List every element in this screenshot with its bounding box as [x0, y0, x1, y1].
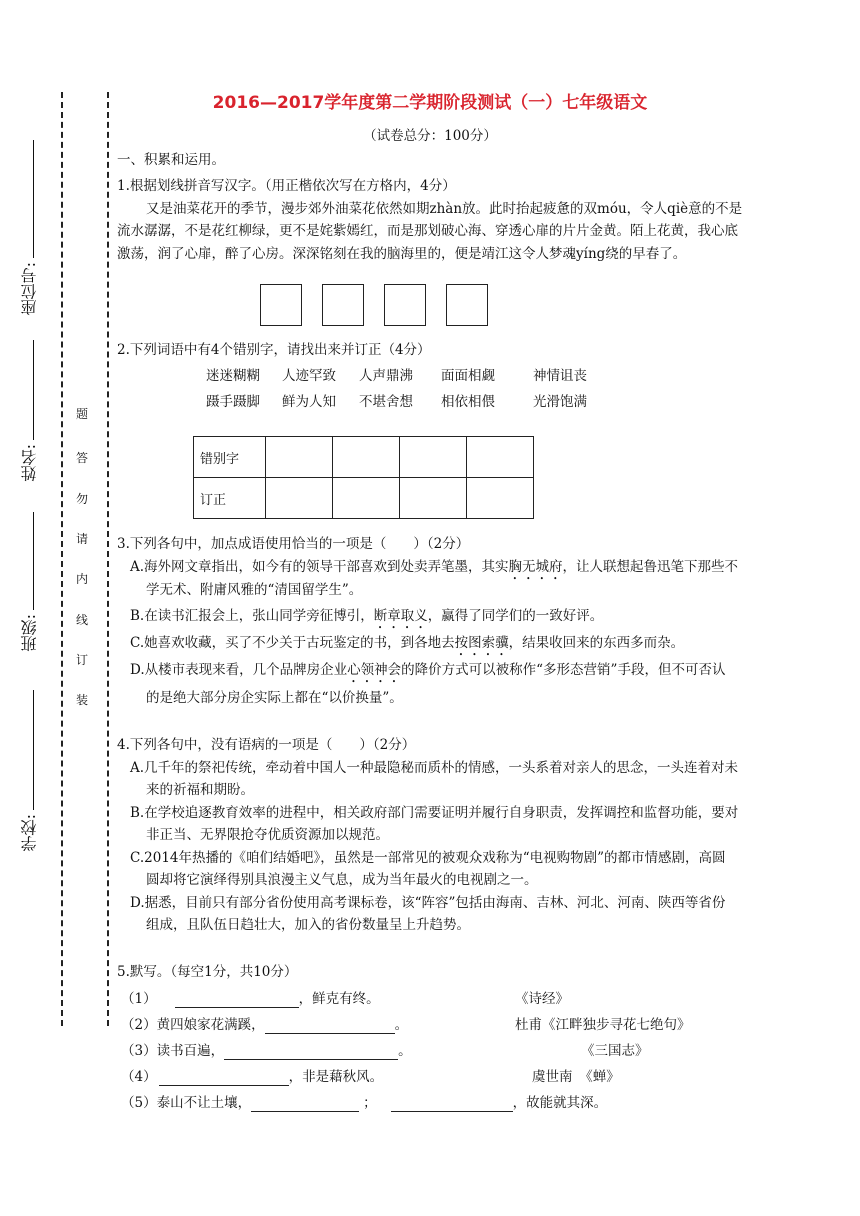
q5-item-4	[121, 1068, 383, 1086]
q1-passage-line: 激荡，润了心扉，醉了心房。深深铭刻在我的脑海里的，便是靖江这令人梦魂yíng绕的早春了。	[117, 246, 687, 262]
table-cell[interactable]	[400, 437, 467, 478]
q5-item-text: ，鲜克有终。	[298, 991, 380, 1007]
warning-char: 装	[76, 693, 89, 707]
table-cell[interactable]	[266, 437, 333, 478]
q5-item-text: （5）泰山不让土壤，	[121, 1095, 252, 1111]
answer-box-1[interactable]	[260, 284, 302, 326]
q3-option-b-idiom: 断章取义	[373, 608, 428, 624]
q5-item-number: （4）	[121, 1069, 157, 1085]
q3-option-a-text: ，让人联想起鲁迅笔下那些不	[562, 559, 739, 575]
table-cell[interactable]	[400, 478, 467, 519]
q2-word: 鲜为人知	[282, 394, 336, 410]
table-cell[interactable]	[266, 478, 333, 519]
correction-table	[193, 436, 534, 519]
q3-option-c-text: C.她喜欢收藏，买了不少关于古玩鉴定的书，到各地去	[130, 635, 455, 651]
q4-option-line: C.2014年热播的《咱们结婚吧》，虽然是一部常见的被观众戏称为“电视购物剧”的都市情感剧，高圆	[130, 850, 726, 866]
q1-prompt: 1.根据划线拼音写汉字。（用正楷依次写在方格内，4分）	[117, 178, 456, 194]
q4-option-line: D.据悉，目前只有部分省份使用高考课标卷，该“阵容”包括由海南、吉林、河北、河南、陕西等省份	[130, 895, 726, 911]
warning-char: 请	[76, 532, 89, 546]
q5-item-2	[121, 1016, 408, 1034]
q5-source: 《三国志》	[581, 1043, 649, 1059]
total-score: （试卷总分：100分）	[363, 128, 497, 144]
q3-option-a-idiom: 胸无城府	[508, 559, 563, 575]
exam-title: 2016—2017学年度第二学期阶段测试（一）七年级语文	[212, 93, 648, 113]
q4-option-line: A.几千年的祭祀传统，牵动着中国人一种最隐秘而质朴的情感，一头系着对亲人的思念，一头连着对未	[130, 760, 739, 776]
section-heading: 一、积累和运用。	[117, 152, 225, 168]
warning-char: 内	[76, 572, 89, 586]
q2-word: 神情诅丧	[533, 368, 587, 384]
table-row	[194, 437, 534, 478]
table-cell[interactable]	[333, 437, 400, 478]
fill-blank[interactable]	[265, 1019, 395, 1034]
q3-option-d-cont: 的是绝大部分房企实际上都在“以价换量”。	[146, 690, 403, 706]
q3-option-c-idiom: 按图索骥	[454, 635, 509, 651]
fill-blank[interactable]	[224, 1045, 398, 1060]
q2-word: 人声鼎沸	[359, 368, 413, 384]
answer-box-2[interactable]	[322, 284, 364, 326]
seat-label: 座位号:	[20, 262, 39, 316]
q5-source: 虞世南 《蝉》	[532, 1069, 620, 1085]
q5-item-1	[121, 990, 380, 1008]
q3-option-d-idiom: 心领神会	[347, 662, 402, 678]
q4-prompt: 4.下列各句中，没有语病的一项是（ ）（2分）	[117, 737, 416, 753]
q3-option-a	[130, 558, 738, 583]
q2-word: 不堪舍想	[359, 394, 413, 410]
q5-source: 杜甫《江畔独步寻花七绝句》	[515, 1017, 691, 1033]
answer-box-4[interactable]	[446, 284, 488, 326]
q2-word: 蹑手蹑脚	[206, 394, 260, 410]
q4-option-line: 组成，且队伍日趋壮大，加入的省份数量呈上升趋势。	[146, 917, 470, 933]
binding-dashed-line-inner	[107, 92, 109, 1026]
fill-blank[interactable]	[391, 1097, 513, 1112]
table-row-label: 错别字	[194, 437, 266, 478]
q3-option-b	[130, 607, 603, 632]
table-cell[interactable]	[467, 437, 534, 478]
table-cell[interactable]	[467, 478, 534, 519]
q5-item-text: ，故能就其深。	[512, 1095, 608, 1111]
q3-option-d-text: 的降价方式可以被称作“多形态营销”手段，但不可否认	[401, 662, 726, 678]
q2-word: 面面相觑	[441, 368, 495, 384]
q5-item-3	[121, 1042, 412, 1060]
name-blank-line	[33, 340, 34, 440]
q2-word: 相依相偎	[441, 394, 495, 410]
q5-prompt: 5.默写。（每空1分，共10分）	[117, 964, 298, 980]
q2-prompt: 2.下列词语中有4个错别字，请找出来并订正（4分）	[117, 342, 431, 358]
q5-item-text: 。	[394, 1017, 409, 1033]
q5-item-5	[121, 1094, 607, 1112]
q5-item-number: （1）	[121, 991, 157, 1007]
q3-option-d-text: D.从楼市表现来看，几个品牌房企业	[130, 662, 348, 678]
q2-word: 迷迷糊糊	[206, 368, 260, 384]
q5-source: 《诗经》	[515, 991, 569, 1007]
answer-box-3[interactable]	[384, 284, 426, 326]
binding-dashed-line-outer	[61, 92, 63, 1026]
warning-char: 题	[76, 407, 89, 421]
q5-item-text: （2）黄四娘家花满蹊，	[121, 1017, 265, 1033]
fill-blank[interactable]	[251, 1097, 359, 1112]
table-cell[interactable]	[333, 478, 400, 519]
q4-option-line: 非正当、无界限抢夺优质资源加以规范。	[146, 827, 389, 843]
school-blank-line	[33, 690, 34, 810]
warning-char: 勿	[76, 492, 89, 506]
q1-passage-line: 流水潺潺，不是花红柳绿，更不是姹紫嫣红，而是那划破心海、穿透心扉的片片金黄。陌上花黄，我心底	[117, 223, 738, 239]
q5-item-text: ；	[363, 1095, 377, 1111]
q4-option-line: 圆却将它演绎得别具浪漫主义气息，成为当年最火的电视剧之一。	[146, 872, 538, 888]
school-label: 学校:	[20, 814, 39, 852]
q5-item-text: ，非是藉秋风。	[288, 1069, 384, 1085]
q3-option-a-cont: 学无术、附庸风雅的“清国留学生”。	[146, 582, 363, 598]
warning-char: 订	[76, 653, 89, 667]
fill-blank[interactable]	[159, 1071, 289, 1086]
q3-option-b-text: B.在读书汇报会上，张山同学旁征博引，	[130, 608, 374, 624]
class-label: 班级:	[20, 614, 39, 652]
q5-item-text: （3）读书百遍，	[121, 1043, 225, 1059]
q3-option-b-text: ，赢得了同学们的一致好评。	[427, 608, 604, 624]
warning-char: 线	[76, 613, 89, 627]
name-label: 姓名:	[20, 444, 39, 482]
seat-blank-line	[33, 140, 34, 258]
q4-option-line: 来的祈福和期盼。	[146, 782, 254, 798]
q4-option-line: B.在学校追逐教育效率的进程中，相关政府部门需要证明并履行自身职责，发挥调控和监督功能，要对	[130, 805, 739, 821]
q1-passage-line: 又是油菜花开的季节，漫步郊外油菜花依然如期zhàn放。此时抬起疲惫的双móu，令人qiè意的不是	[146, 201, 743, 217]
q2-word: 光滑饱满	[533, 394, 587, 410]
q3-prompt: 3.下列各句中，加点成语使用恰当的一项是（ ）（2分）	[117, 536, 470, 552]
q3-option-c	[130, 634, 684, 659]
q3-option-d	[130, 661, 725, 686]
q5-item-text: 。	[398, 1043, 412, 1059]
q3-option-a-text: A.海外网文章指出，如今有的领导干部喜欢到处卖弄笔墨，其实	[130, 559, 509, 575]
warning-char: 答	[76, 451, 89, 465]
table-row-label: 订正	[194, 478, 266, 519]
table-row	[194, 478, 534, 519]
fill-blank[interactable]	[175, 993, 299, 1008]
q2-word: 人迹罕致	[282, 368, 336, 384]
q3-option-c-text: ，结果收回来的东西多而杂。	[508, 635, 685, 651]
class-blank-line	[33, 512, 34, 610]
